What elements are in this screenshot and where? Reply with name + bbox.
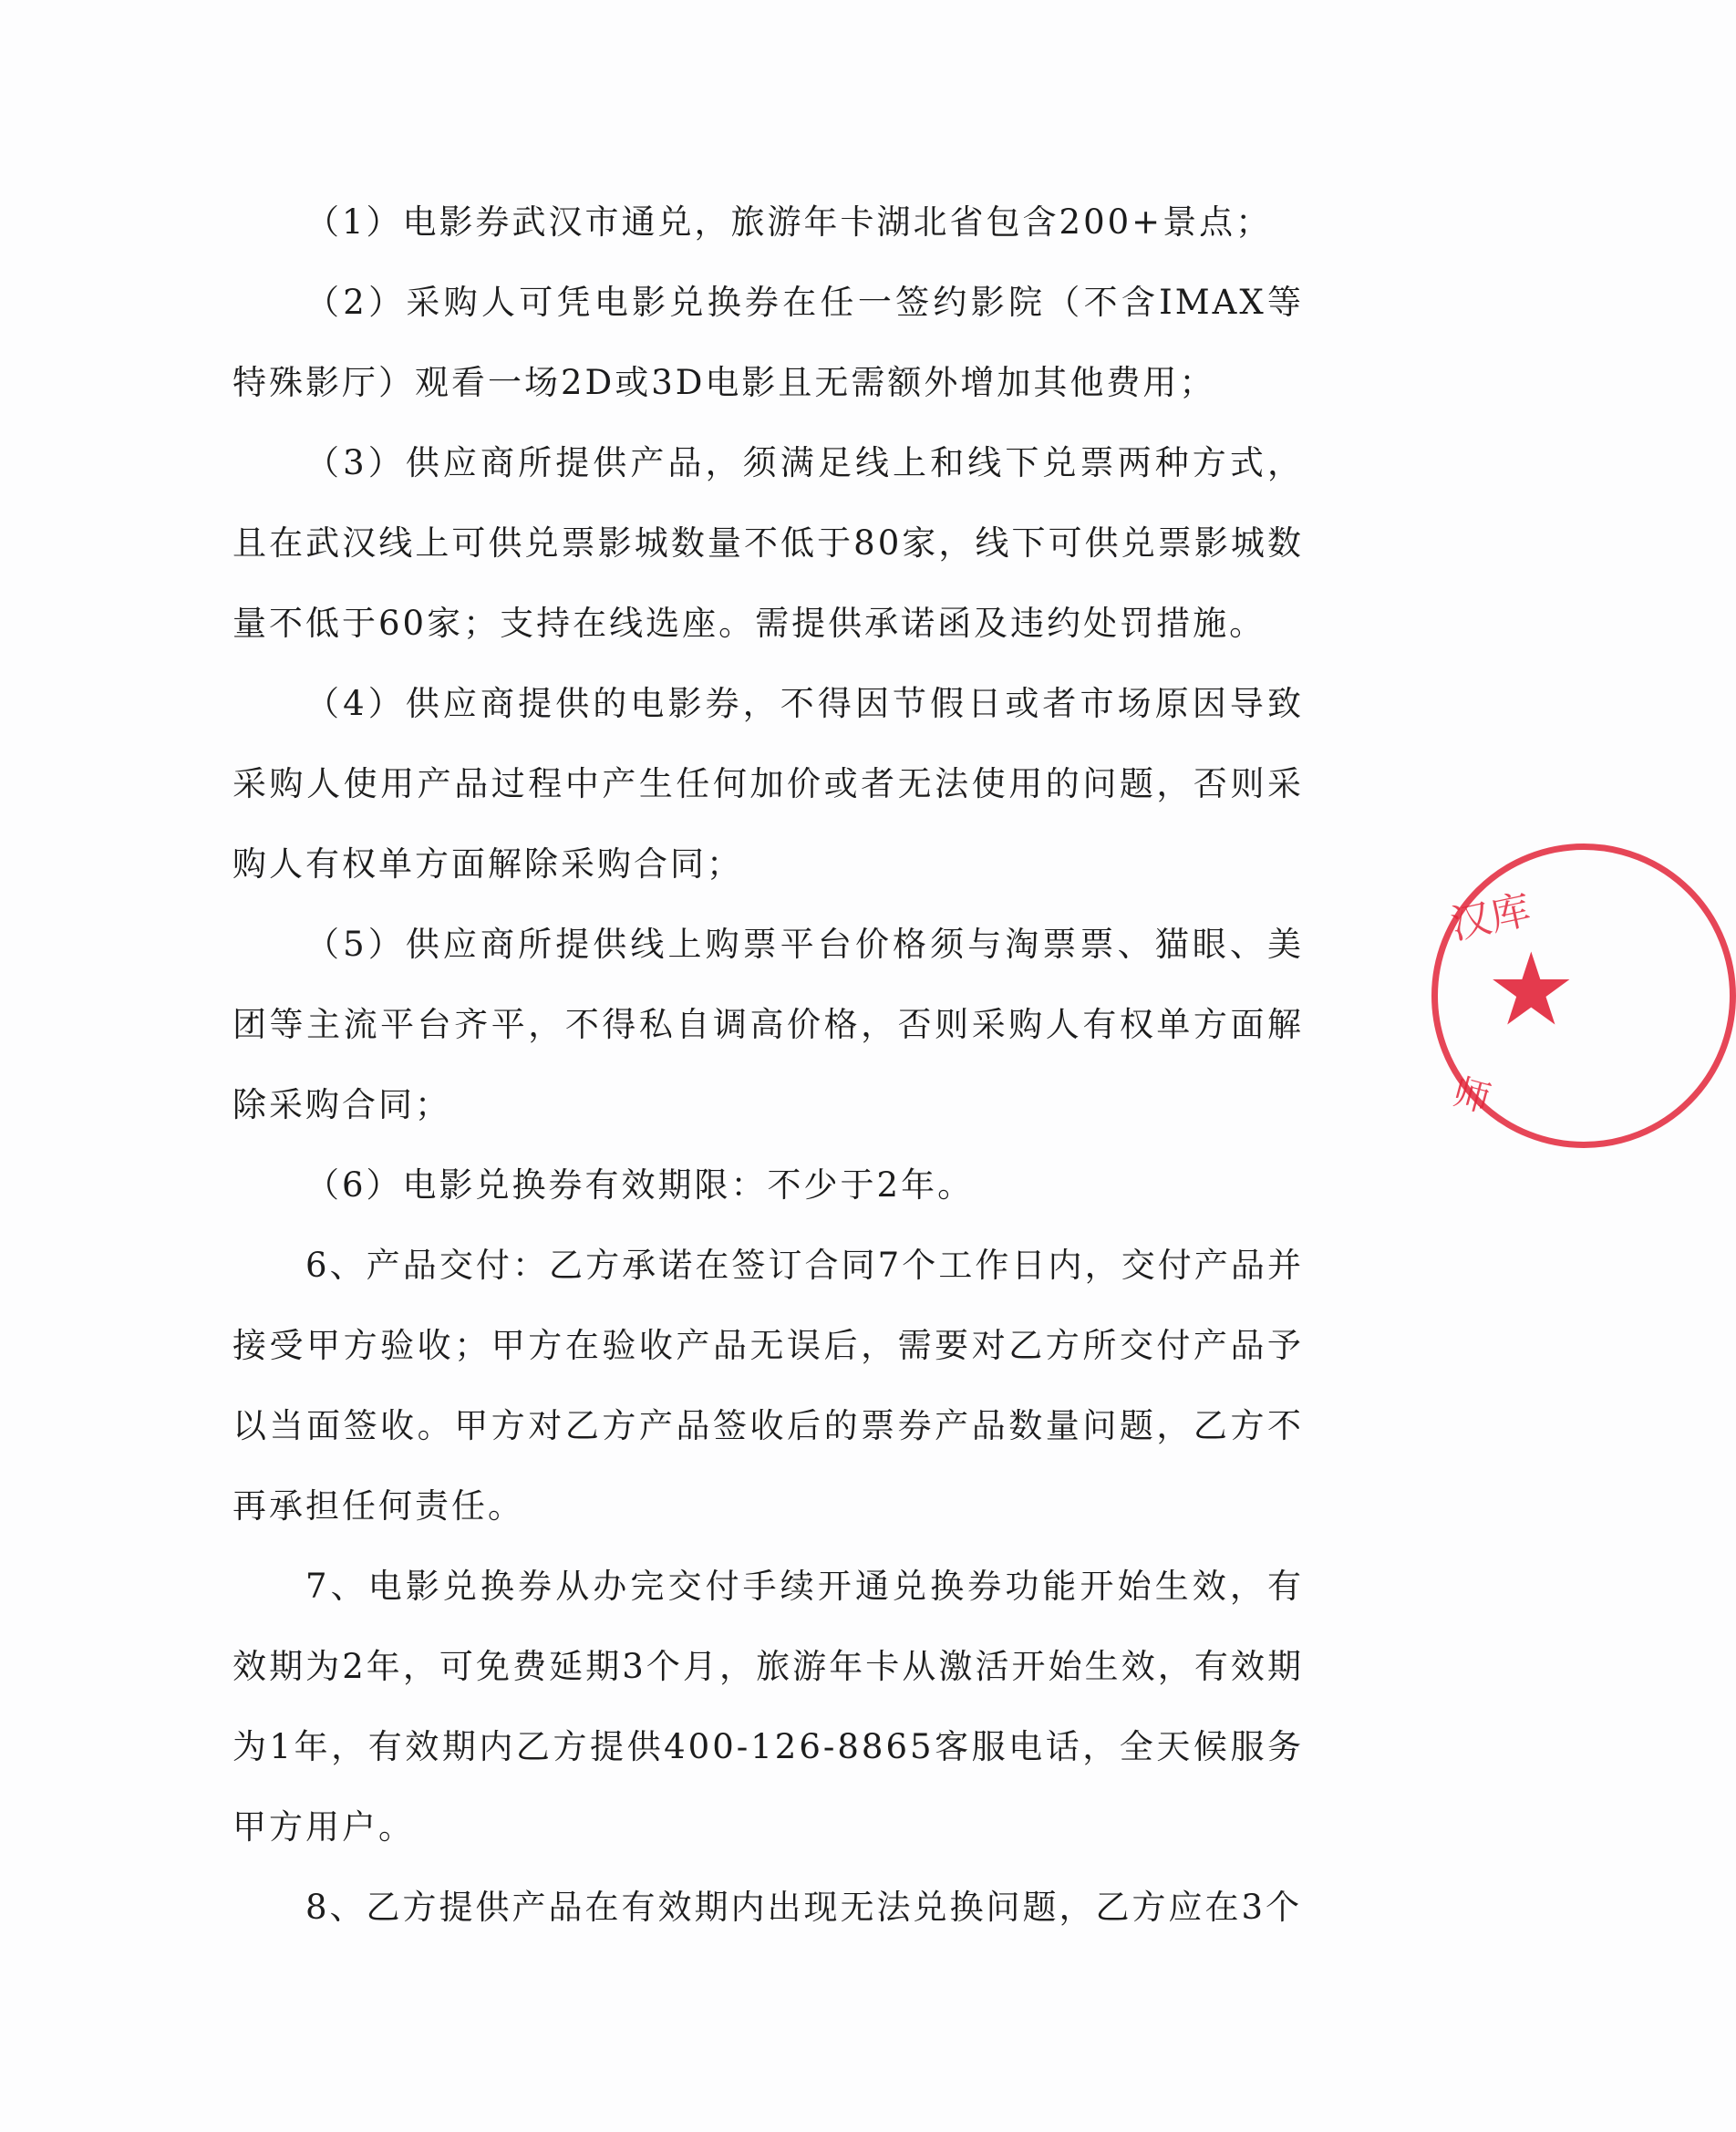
paragraph-4: （4）供应商提供的电影券，不得因节假日或者市场原因导致采购人使用产品过程中产生任何加价或者无法使用的问题，否则采购人有权单方面解除采购合同；: [232, 684, 1304, 884]
company-seal: [1431, 843, 1605, 1144]
star-icon: ★: [1486, 931, 1576, 1048]
seal-text-top: 汉库: [1446, 886, 1535, 949]
clause-7-validity: 7、电影兑换券从办完交付手续开通兑换券功能开始生效，有效期为2年，可免费延期3个月，旅游年卡从激活开始生效，有效期为1年，有效期内乙方提供400-126-8865客服电话，全天候服务甲方用户。: [232, 1567, 1304, 1847]
document-body: [232, 182, 1304, 1948]
paragraph-6: （6）电影兑换券有效期限：不少于2年。: [305, 1165, 975, 1205]
paragraph-5: （5）供应商所提供线上购票平台价格须与淘票票、猫眼、美团等主流平台齐平，不得私自调高价格，否则采购人有权单方面解除采购合同；: [232, 925, 1304, 1124]
seal-text-bottom: 师: [1448, 1071, 1495, 1122]
paragraph-2: （2）采购人可凭电影兑换券在任一签约影院（不含IMAX等特殊影厅）观看一场2D或3D电影且无需额外增加其他费用；: [232, 283, 1304, 402]
paragraph-3: （3）供应商所提供产品，须满足线上和线下兑票两种方式，且在武汉线上可供兑票影城数量不低于80家，线下可供兑票影城数量不低于60家；支持在线选座。需提供承诺函及违约处罚措施。: [232, 443, 1304, 643]
paragraph-1: （1）电影券武汉市通兑，旅游年卡湖北省包含200+景点；: [305, 202, 1273, 242]
clause-6-delivery: 6、产品交付：乙方承诺在签订合同7个工作日内，交付产品并接受甲方验收；甲方在验收产品无误后，需要对乙方所交付产品予以当面签收。甲方对乙方产品签收后的票券产品数量问题，乙方不再承担任何责任。: [232, 1246, 1304, 1526]
clause-8-issues: 8、乙方提供产品在有效期内出现无法兑换问题，乙方应在3个: [305, 1888, 1303, 1927]
